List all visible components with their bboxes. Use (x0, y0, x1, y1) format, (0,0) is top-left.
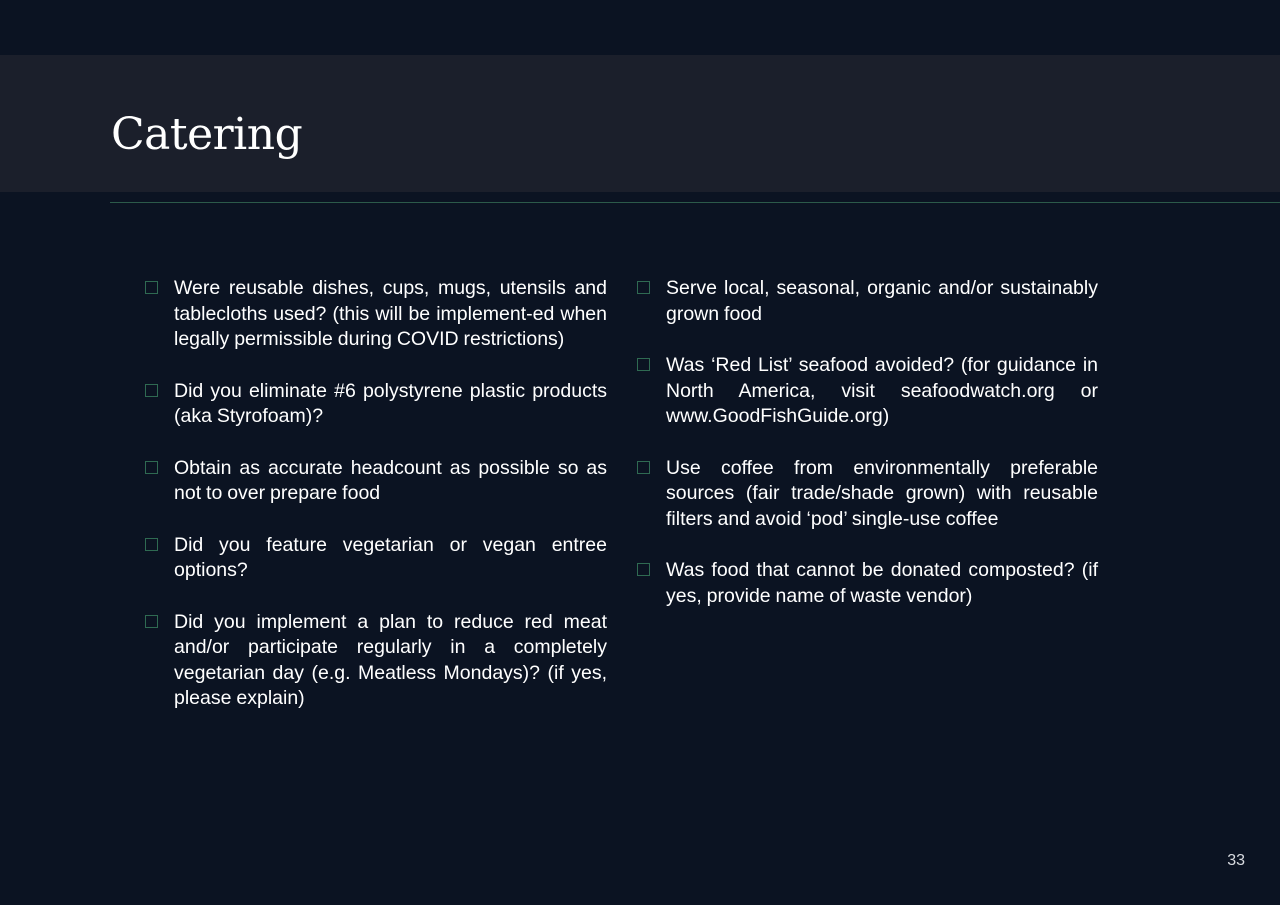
checklist-item-text: Did you feature vegetarian or vegan entree options? (174, 533, 607, 581)
checklist-left-column (145, 276, 607, 738)
empty-checkbox-icon[interactable] (637, 281, 650, 294)
checklist-item-text: Was ‘Red List’ seafood avoided? (for guidance in North America, visit seafoodwatch.org or www.GoodFishGuide.org) (666, 354, 1098, 427)
page-number: 33 (1227, 852, 1245, 869)
checklist-item-reusable-dishes (145, 276, 607, 353)
empty-checkbox-icon[interactable] (637, 461, 650, 474)
empty-checkbox-icon[interactable] (145, 615, 158, 628)
checklist-item-text: Serve local, seasonal, organic and/or sustainably grown food (666, 277, 1098, 325)
empty-checkbox-icon[interactable] (637, 563, 650, 576)
empty-checkbox-icon[interactable] (145, 538, 158, 551)
empty-checkbox-icon[interactable] (145, 281, 158, 294)
checklist-item-text: Use coffee from environmentally preferable sources (fair trade/shade grown) with reusable filters and avoid ‘pod’ single-use coffee (666, 456, 1098, 530)
checklist-item-text: Obtain as accurate headcount as possible so as not to over prepare food (174, 456, 607, 504)
checklist-item-text: Did you eliminate #6 polystyrene plastic products (aka Styrofoam)? (174, 379, 607, 427)
title-divider (110, 202, 1280, 203)
empty-checkbox-icon[interactable] (145, 461, 158, 474)
checklist-item-red-list-seafood (637, 353, 1098, 430)
checklist-item-text: Was food that cannot be donated composted? (if yes, provide name of waste vendor) (666, 559, 1098, 607)
empty-checkbox-icon[interactable] (637, 358, 650, 371)
checklist-item-reduce-red-meat (145, 610, 607, 712)
checklist-item-composting (637, 558, 1098, 609)
checklist-item-local-food (637, 276, 1098, 327)
checklist-item-text: Were reusable dishes, cups, mugs, utensils and tablecloths used? (this will be implement-ed when legally permissible during COVID restrictions) (174, 277, 607, 350)
checklist-item-polystyrene (145, 379, 607, 430)
page-title: Catering (111, 109, 303, 160)
checklist-item-text: Did you implement a plan to reduce red meat and/or participate regularly in a completely vegetarian day (e.g. Meatless Mondays)? (if yes, please explain) (174, 610, 607, 709)
empty-checkbox-icon[interactable] (145, 384, 158, 397)
checklist-item-headcount (145, 456, 607, 507)
checklist-item-coffee (637, 456, 1098, 533)
checklist-right-column (637, 276, 1098, 635)
checklist-item-vegetarian-options (145, 533, 607, 584)
